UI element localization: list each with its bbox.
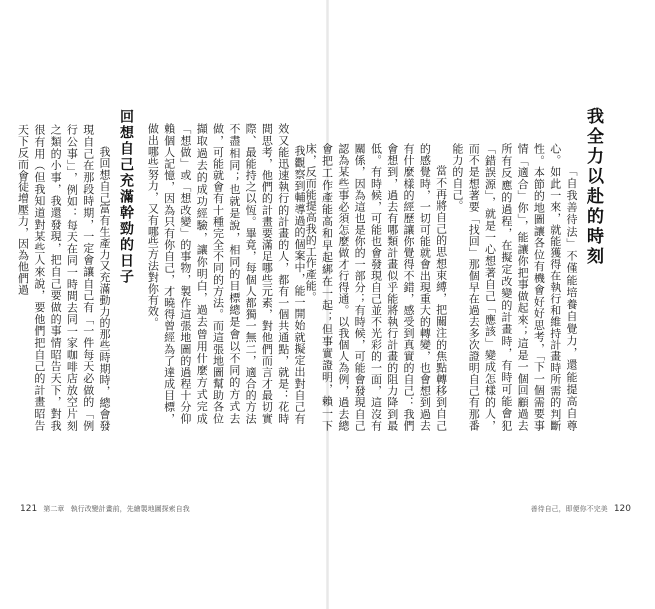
running-title: 執行改變計畫前，先繪製地圖探索自我 (70, 505, 190, 513)
chapter-label: 第二章 (43, 505, 65, 513)
paragraph: 「自我善待法」不僅能培養自覺力，還能提高自尊心。如此一來，就能獲得在執行和維持計畫時所需的判斷性。本節的地圖讓各位有機會好好思考，「下一個需要事情「適合」你」，能讓你把事做起來；這是一個回顧過去所有反應的過程，在擬定改變的計畫時，有時可能會犯「錯誤源」，就是一心想著自己「應該」變成怎樣的人，而不是想著要「找回」那個早在過去多次證明自己有那番能力的自己。 (450, 143, 578, 431)
left-page-body-top (139, 123, 307, 424)
right-page-footer (531, 504, 635, 514)
page-number: 121 (20, 504, 38, 514)
left-page-footer (20, 504, 194, 514)
section-subtitle: 回想自己充滿幹勁的日子 (118, 109, 134, 285)
section-title: 我全力以赴的時刻 (583, 107, 603, 267)
right-page-body (304, 143, 579, 431)
page-number: 120 (613, 504, 631, 514)
paragraph: 我觀察到輔導過的個案中，能一開始就擬定出對自己有效又能迅速執行的計畫的人，都有一個共通點，就是：花時間思考，他們的計畫要滿足哪些元素，對他們而言才最切實際、最能持之以恆。畢竟，每個人都獨一無二，適合的方法不盡相同；也就是說，相同的目標總是會以不同的方式去做，可能就會有十種完全不同的方法。而這張地圖幫助各位擷取過去的成功經驗，讓你明白，過去曾用什麼方式完成「想做」或「想改變」的事物，製作這張地圖的過程十分仰賴個人記憶，因為只有你自己，才曉得曾經為了達成目標，做出哪些努力，又有哪些方法對你有效。 (146, 123, 306, 424)
left-page-body-bottom (16, 124, 112, 431)
running-title: 善待自己，即便你不完美 (530, 505, 608, 513)
paragraph: 當不再將自己的思想束縛，把關注的焦點轉移到自己的感覺時，一切可能就會出現重大的轉變，也會想到過去有什麼樣的經歷讓你覺得不錯，感受到真實的自己：我們會想到，過去有哪類計畫似乎能將執行計畫的阻力降到最低。有時候，可能也會發現自己並不光彩的一面，這沒有關係，因為這也是你的一部分；有時候，可能會發現自己認為某些事必須怎麼做才行得通。以我個人為例，過去總會把工作產能高和早起綁在一起；但事實證明，賴一下床，反而能提高我的工作產能。 (304, 143, 448, 431)
paragraph: 我回想自己富有生產力又充滿動力的那些時期時，總會發現自己在那段時期，一定會讓自己有「一件每天必做的「例行公事」」，例如：每天在同一時間去同一家咖啡店放空片刻之類的小事，我還發現，把自己要做的事情昭告天下，對我很有用（但我知道對某些人來說，要他們把自己的計畫昭告天下反而會徒增壓力，因為他們過 (16, 124, 111, 431)
